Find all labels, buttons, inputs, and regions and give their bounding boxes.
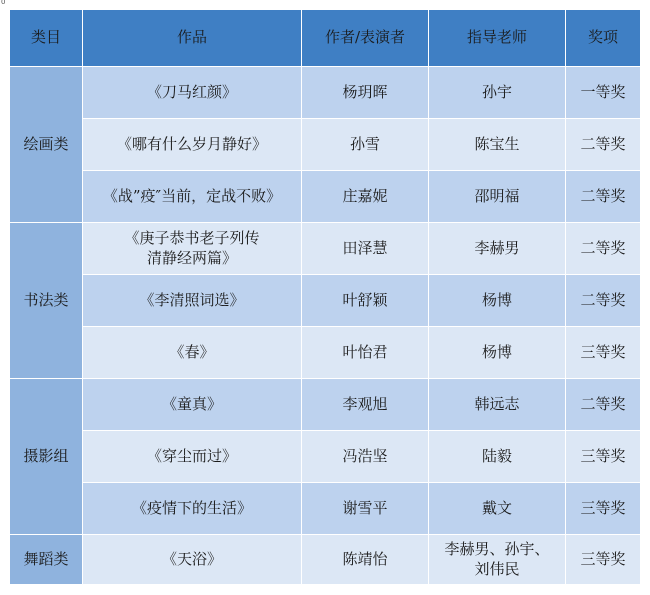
awards-table — [9, 9, 641, 585]
work-cell: 《庚子恭书老子列传 清静经两篇》 — [83, 223, 302, 275]
author-cell: 谢雪平 — [302, 483, 429, 535]
category-cell: 书法类 — [10, 223, 83, 379]
work-cell: 《哪有什么岁月静好》 — [83, 119, 302, 171]
table-row — [10, 379, 641, 431]
header-work: 作品 — [83, 10, 302, 67]
award-cell: 一等奖 — [566, 67, 641, 119]
work-cell: 《刀马红颜》 — [83, 67, 302, 119]
header-row — [10, 10, 641, 67]
table-row — [10, 535, 641, 585]
table-row — [10, 483, 641, 535]
work-cell: 《李清照词选》 — [83, 275, 302, 327]
teacher-cell: 孙宇 — [429, 67, 566, 119]
award-cell: 三等奖 — [566, 535, 641, 585]
corner-mark: 0 — [1, 0, 6, 6]
award-cell: 三等奖 — [566, 327, 641, 379]
header-category: 类目 — [10, 10, 83, 67]
author-cell: 陈靖怡 — [302, 535, 429, 585]
author-cell: 冯浩坚 — [302, 431, 429, 483]
work-cell: 《疫情下的生活》 — [83, 483, 302, 535]
teacher-cell: 陆毅 — [429, 431, 566, 483]
work-cell: 《天浴》 — [83, 535, 302, 585]
teacher-cell: 戴文 — [429, 483, 566, 535]
author-cell: 叶舒颖 — [302, 275, 429, 327]
teacher-cell: 李赫男、孙宇、 刘伟民 — [429, 535, 566, 585]
category-cell: 摄影组 — [10, 379, 83, 535]
work-cell: 《穿尘而过》 — [83, 431, 302, 483]
header-award: 奖项 — [566, 10, 641, 67]
teacher-cell: 邵明福 — [429, 171, 566, 223]
table-body — [10, 67, 641, 585]
category-cell: 舞蹈类 — [10, 535, 83, 585]
author-cell: 田泽慧 — [302, 223, 429, 275]
teacher-cell: 李赫男 — [429, 223, 566, 275]
award-cell: 二等奖 — [566, 223, 641, 275]
teacher-cell: 韩远志 — [429, 379, 566, 431]
teacher-cell: 陈宝生 — [429, 119, 566, 171]
teacher-cell: 杨博 — [429, 327, 566, 379]
award-cell: 二等奖 — [566, 379, 641, 431]
table-row — [10, 275, 641, 327]
work-cell: 《战”疫″当前，定战不败》 — [83, 171, 302, 223]
award-cell: 三等奖 — [566, 431, 641, 483]
author-cell: 孙雪 — [302, 119, 429, 171]
author-cell: 李观旭 — [302, 379, 429, 431]
table-row — [10, 67, 641, 119]
teacher-cell: 杨博 — [429, 275, 566, 327]
author-cell: 杨玥晖 — [302, 67, 429, 119]
header-author: 作者/表演者 — [302, 10, 429, 67]
award-cell: 二等奖 — [566, 275, 641, 327]
table-row — [10, 327, 641, 379]
award-cell: 二等奖 — [566, 171, 641, 223]
category-cell: 绘画类 — [10, 67, 83, 223]
header-teacher: 指导老师 — [429, 10, 566, 67]
work-cell: 《童真》 — [83, 379, 302, 431]
table-row — [10, 431, 641, 483]
work-cell: 《春》 — [83, 327, 302, 379]
award-cell: 三等奖 — [566, 483, 641, 535]
table-row — [10, 119, 641, 171]
author-cell: 庄嘉妮 — [302, 171, 429, 223]
table-row — [10, 223, 641, 275]
table-row — [10, 171, 641, 223]
author-cell: 叶怡君 — [302, 327, 429, 379]
award-cell: 二等奖 — [566, 119, 641, 171]
